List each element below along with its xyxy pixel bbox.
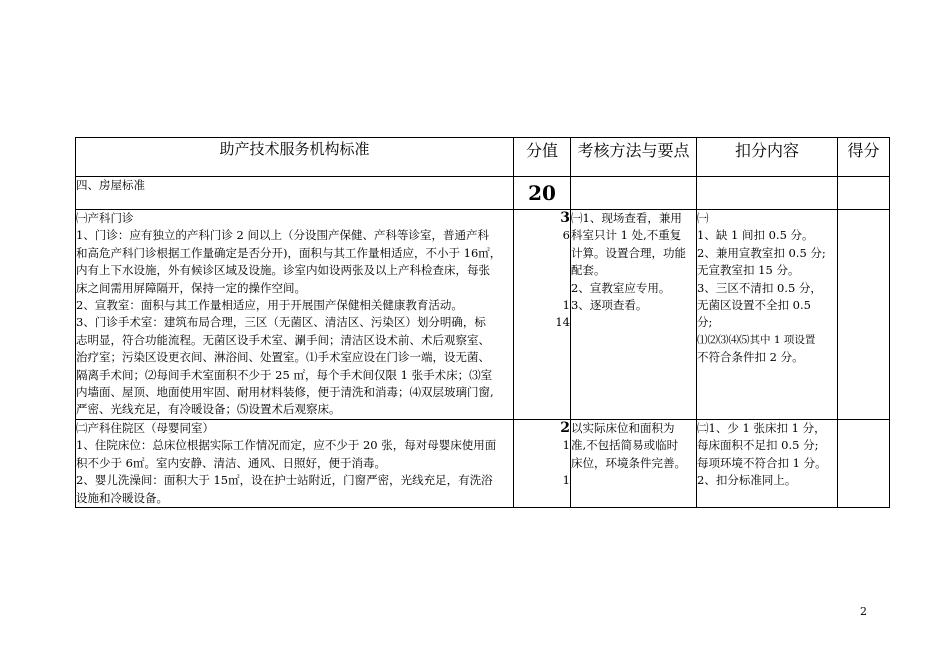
text-line: 设施和冷暖设备。 [76, 490, 168, 505]
row2-score [514, 419, 571, 507]
text-line: 1、门诊：应有独立的产科门诊 2 间以上（分设围产保健、产科等诊室，普通产科 [76, 228, 489, 243]
text-line: 1、缺 1 间扣 0.5 分。 [697, 228, 814, 243]
text-line: 2、扣分标准同上。 [697, 473, 797, 488]
text-line: 隔离手术间；⑵每间手术室面积不少于 25 ㎡，每个手术间仅限 1 张手术床；⑶室 [76, 367, 493, 382]
row2-standard [76, 419, 514, 507]
row2-method [571, 419, 697, 507]
text-line: 3、逐项查看。 [571, 298, 648, 313]
standards-table [75, 137, 890, 508]
text-line: ㈠ [697, 211, 709, 225]
header-deduction: 扣分内容 [697, 138, 838, 177]
text-line: 计算。设置合理，功能 [571, 245, 686, 260]
header-score: 分值 [514, 138, 571, 177]
text-line: 无菌区设置不全扣 0.5 [697, 298, 811, 313]
page-number: 2 [860, 605, 867, 618]
text-line: 科室只计 1 处,不重复 [571, 228, 682, 243]
text-line: 3、门诊手术室：建筑布局合理，三区（无菌区、清洁区、污染区）划分明确，标 [76, 315, 486, 330]
table-header-row [76, 138, 890, 177]
score-total: 2 [560, 419, 570, 436]
text-line: 和高危产科门诊根据工作量确定是否分开)，面积与其工作量相适应，不小于 16㎡， [76, 245, 502, 260]
score-item: 6 [562, 228, 570, 243]
text-line: ㈠1、现场查看，兼用 [571, 211, 682, 225]
row1-score [514, 210, 571, 420]
score-item: 1 [562, 297, 570, 312]
text-line: 3、三区不清扣 0.5 分， [697, 280, 822, 295]
text-line: 积不少于 6㎡。室内安静、清洁、通风、日照好，便于消毒。 [76, 455, 386, 470]
row1-deduction [697, 210, 838, 420]
table-row [76, 210, 890, 420]
header-standard: 助产技术服务机构标准 [76, 138, 514, 177]
text-line: 志明显，符合功能流程。无菌区设手术室、涮手间；清洁区设术前、术后观察室、 [76, 332, 490, 347]
section-method-cell [571, 177, 697, 210]
text-line: 床位，环境条件完善。 [571, 455, 686, 470]
row2-result [838, 419, 890, 507]
text-line: 分; [697, 315, 713, 330]
section-deduction-cell [697, 177, 838, 210]
text-line: 以实际床位和面积为 [571, 420, 675, 435]
text-line: ㈡1、少 1 张床扣 1 分， [697, 420, 826, 435]
text-line: 2、宣教室应专用。 [571, 280, 671, 295]
text-line: ㈡产科住院区（母婴同室） [76, 420, 214, 435]
section-title [76, 177, 514, 210]
score-total: 3 [560, 210, 570, 226]
section-row [76, 177, 890, 210]
text-line: 2、宣教室：面积与其工作量相适应，用于开展围产保健相关健康教育活动。 [76, 298, 463, 313]
row2-deduction [697, 419, 838, 507]
text-line: 内有上下水设施，外有候诊区域及设施。诊室内如设两张及以上产科检查床，每张 [76, 263, 490, 278]
table-row [76, 419, 890, 507]
section-result-cell [838, 177, 890, 210]
text-line: 2、兼用宣教室扣 0.5 分; [697, 245, 826, 260]
section-score: 20 [514, 177, 571, 210]
text-line: ⑴⑵⑶⑷⑸其中 1 项设置 [697, 333, 816, 346]
row1-method [571, 210, 697, 420]
score-item: 1 [562, 438, 570, 453]
text-line: ㈠产科门诊 [76, 211, 134, 225]
text-line: 准,不包括简易或临时 [571, 438, 679, 453]
text-line: 内墙面、屋顶、地面使用牢固、耐用材料装修，便于清洗和消毒；⑷双层玻璃门窗, [76, 385, 494, 400]
score-item: 14 [555, 315, 570, 330]
text-line: 1、住院床位：总床位根据实际工作情况而定，应不少于 20 张，每对母婴床使用面 [76, 438, 497, 453]
score-item: 1 [562, 473, 570, 488]
header-result: 得分 [838, 138, 890, 177]
text-line: 无宣教室扣 15 分。 [697, 263, 800, 278]
text-line: 不符合条件扣 2 分。 [697, 350, 804, 365]
text-line: 严密、光线充足，有冷暖设备；⑸设置术后观察床。 [76, 402, 341, 417]
section-title-text: 四、房屋标准 [76, 178, 145, 192]
text-line: 每床面积不足扣 0.5 分; [697, 438, 819, 453]
text-line: 治疗室；污染区设更衣间、淋浴间、处置室。⑴手术室应设在门诊一端，设无菌、 [76, 350, 490, 365]
text-line: 配套。 [571, 263, 606, 278]
text-line: 每项环境不符合扣 1 分。 [697, 455, 827, 470]
row1-standard [76, 210, 514, 420]
row1-result [838, 210, 890, 420]
text-line: 床之间需用屏障隔开，保持一定的操作空间。 [76, 280, 306, 295]
header-method: 考核方法与要点 [571, 138, 697, 177]
text-line: 2、婴儿洗澡间：面积大于 15㎡，设在护士站附近，门窗严密，光线充足，有洗浴 [76, 473, 493, 488]
